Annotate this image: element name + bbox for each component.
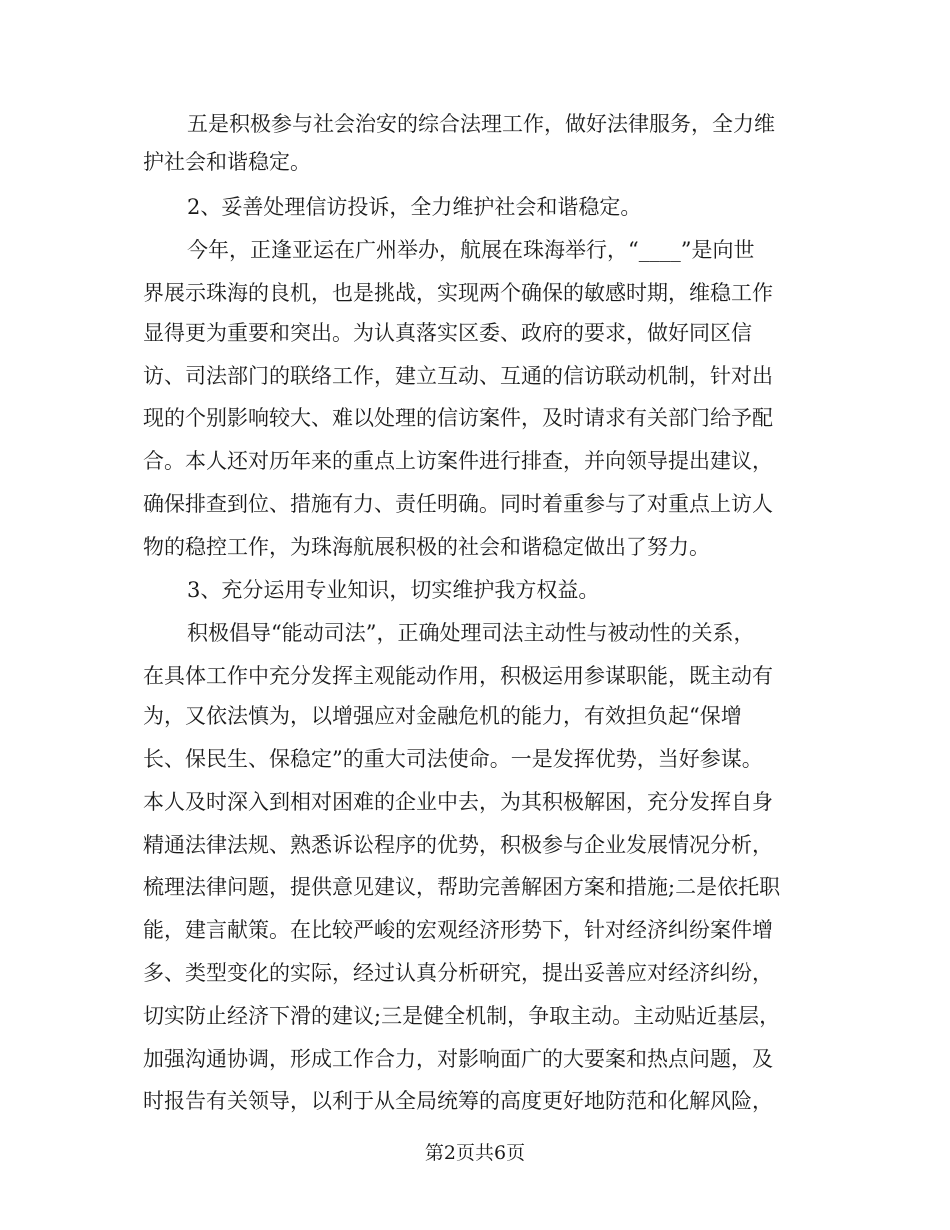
text-line: 长、保民生、保稳定”的重大司法使命。一是发挥优势，当好参谋。 bbox=[143, 747, 763, 771]
text-line: 多、类型变化的实际，经过认真分析研究，提出妥善应对经济纠纷， bbox=[143, 961, 773, 985]
text-line: 加强沟通协调，形成工作合力，对影响面广的大要案和热点问题，及 bbox=[143, 1047, 773, 1071]
text-line: 2、妥善处理信访投诉，全力维护社会和谐稳定。 bbox=[187, 195, 642, 219]
text-line: 为，又依法慎为，以增强应对金融危机的能力，有效担负起“保增 bbox=[143, 704, 742, 728]
text-line: 确保排查到位、措施有力、责任明确。同时着重参与了对重点上访人 bbox=[143, 492, 773, 516]
text-line: 界展示珠海的良机，也是挑战，实现两个确保的敏感时期，维稳工作 bbox=[143, 281, 773, 305]
text-line: 物的稳控工作，为珠海航展积极的社会和谐稳定做出了努力。 bbox=[143, 535, 710, 559]
text-line: 时报告有关领导，以利于从全局统筹的高度更好地防范和化解风险， bbox=[143, 1089, 773, 1113]
text-line: 显得更为重要和突出。为认真落实区委、政府的要求，做好同区信 bbox=[143, 321, 752, 345]
page-number: 第2页共6页 bbox=[424, 1142, 526, 1164]
text-line: 精通法律法规、熟悉诉讼程序的优势，积极参与企业发展情况分析， bbox=[143, 833, 773, 857]
text-line: 访、司法部门的联络工作，建立互动、互通的信访联动机制，针对出 bbox=[143, 364, 773, 388]
text-line: 积极倡导“能动司法”，正确处理司法主动性与被动性的关系， bbox=[187, 621, 755, 645]
text-line: 能，建言献策。在比较严峻的宏观经济形势下，针对经济纠纷案件增 bbox=[143, 918, 773, 942]
text-line: 五是积极参与社会治安的综合法理工作，做好法律服务，全力维 bbox=[187, 112, 775, 136]
text-line: 护社会和谐稳定。 bbox=[143, 150, 311, 174]
text-line: 梳理法律问题，提供意见建议，帮助完善解困方案和措施;二是依托职 bbox=[143, 875, 781, 899]
text-line: 本人及时深入到相对困难的企业中去，为其积极解困，充分发挥自身 bbox=[143, 790, 773, 814]
text-line: 切实防止经济下滑的建议;三是健全机制，争取主动。主动贴近基层， bbox=[143, 1004, 781, 1028]
text-line: 合。本人还对历年来的重点上访案件进行排查，并向领导提出建议， bbox=[143, 449, 773, 473]
text-line: 现的个别影响较大、难以处理的信访案件，及时请求有关部门给予配 bbox=[143, 406, 773, 430]
text-line: 今年，正逢亚运在广州举办，航展在珠海举行，“____”是向世 bbox=[187, 238, 755, 262]
text-line: 在具体工作中充分发挥主观能动作用，积极运用参谋职能，既主动有 bbox=[143, 664, 773, 688]
text-line: 3、充分运用专业知识，切实维护我方权益。 bbox=[187, 578, 600, 602]
